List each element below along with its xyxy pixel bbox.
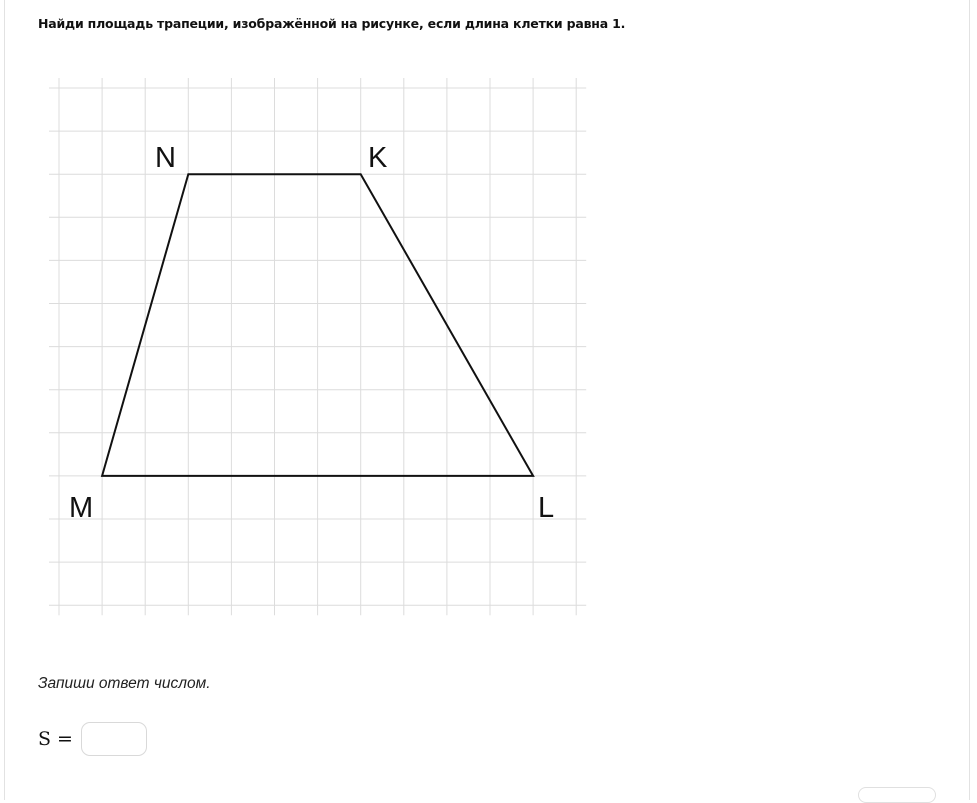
check-button[interactable] — [858, 787, 936, 803]
vertex-label-m: M — [69, 492, 94, 524]
answer-row — [38, 722, 147, 756]
vertex-label-k: K — [368, 142, 388, 174]
task-statement: Найди площадь трапеции, изображённой на рисунке, если длина клетки равна 1. — [38, 16, 626, 31]
answer-label: S = — [38, 728, 73, 750]
answer-input[interactable] — [81, 722, 147, 756]
vertex-label-l: L — [538, 492, 555, 524]
answer-hint: Запиши ответ числом. — [38, 675, 211, 692]
vertex-label-n: N — [155, 142, 176, 174]
grid — [49, 78, 586, 615]
